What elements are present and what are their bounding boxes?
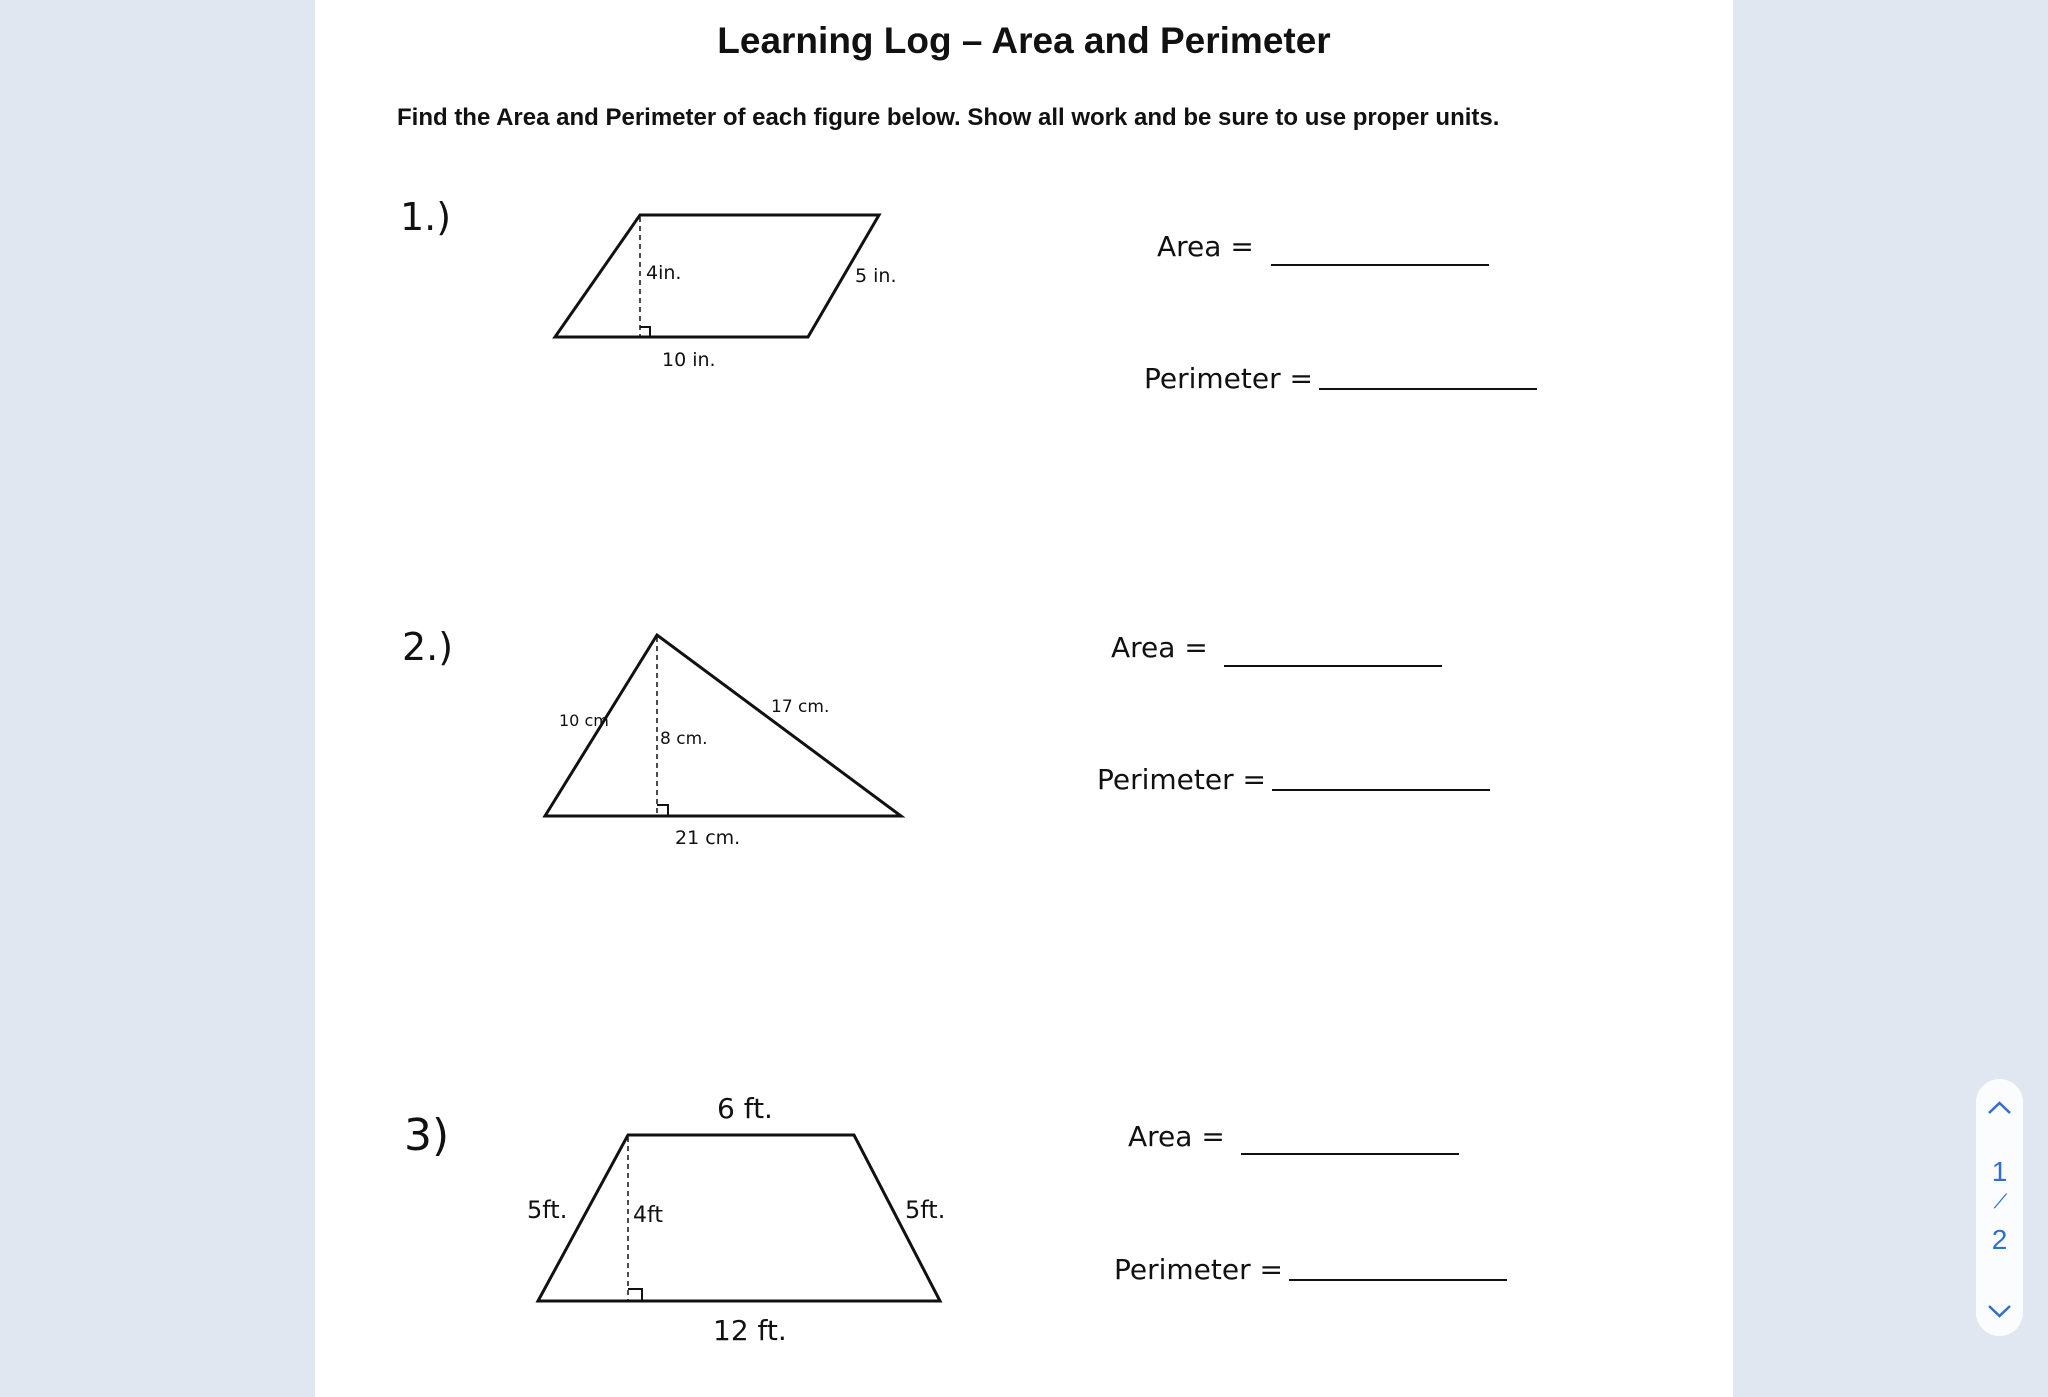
perimeter-answer-line[interactable] xyxy=(1289,1279,1507,1281)
right-side-label: 17 cm. xyxy=(771,697,830,717)
perimeter-answer-line[interactable] xyxy=(1272,789,1490,791)
area-label: Area = xyxy=(1111,631,1208,664)
left-side-label: 5ft. xyxy=(527,1196,568,1224)
bottom-base-label: 12 ft. xyxy=(713,1314,787,1347)
perimeter-label: Perimeter = xyxy=(1097,763,1266,796)
height-label: 4ft xyxy=(633,1203,663,1228)
area-answer-line[interactable] xyxy=(1271,264,1489,266)
previous-page-button[interactable] xyxy=(1976,1093,2023,1123)
next-page-button[interactable] xyxy=(1976,1296,2023,1326)
base-label: 21 cm. xyxy=(675,827,741,849)
chevron-up-icon xyxy=(1976,1093,2023,1123)
right-side-label: 5ft. xyxy=(905,1196,946,1224)
page-separator: / xyxy=(1990,1191,2009,1213)
chevron-down-icon xyxy=(1976,1296,2023,1326)
instructions: Find the Area and Perimeter of each figure below. Show all work and be sure to use proper units. xyxy=(397,104,1500,131)
left-side-label: 10 cm xyxy=(559,711,609,730)
height-label: 4in. xyxy=(646,262,682,284)
perimeter-label: Perimeter = xyxy=(1144,362,1313,395)
problem-number: 1.) xyxy=(400,195,452,239)
area-label: Area = xyxy=(1157,230,1254,263)
top-base-label: 6 ft. xyxy=(717,1092,773,1125)
perimeter-answer-line[interactable] xyxy=(1319,388,1537,390)
side-label: 5 in. xyxy=(855,265,897,287)
current-page: 1 xyxy=(1991,1156,2008,1187)
base-label: 10 in. xyxy=(662,349,716,371)
parallelogram-shape xyxy=(555,215,879,337)
problem-number: 2.) xyxy=(402,625,454,669)
total-pages: 2 xyxy=(1991,1224,2008,1255)
page-navigator xyxy=(1976,1079,2023,1336)
area-answer-line[interactable] xyxy=(1241,1153,1459,1155)
area-answer-line[interactable] xyxy=(1224,665,1442,667)
area-label: Area = xyxy=(1128,1120,1225,1153)
right-angle-marker xyxy=(657,805,668,816)
page-title: Learning Log – Area and Perimeter xyxy=(717,20,1331,61)
figures-canvas xyxy=(315,0,1733,1397)
height-label: 8 cm. xyxy=(660,729,708,749)
document-page xyxy=(315,0,1733,1397)
problem-number: 3) xyxy=(404,1110,450,1161)
right-angle-marker xyxy=(628,1289,642,1301)
perimeter-label: Perimeter = xyxy=(1114,1253,1283,1286)
trapezoid-shape xyxy=(538,1135,940,1301)
